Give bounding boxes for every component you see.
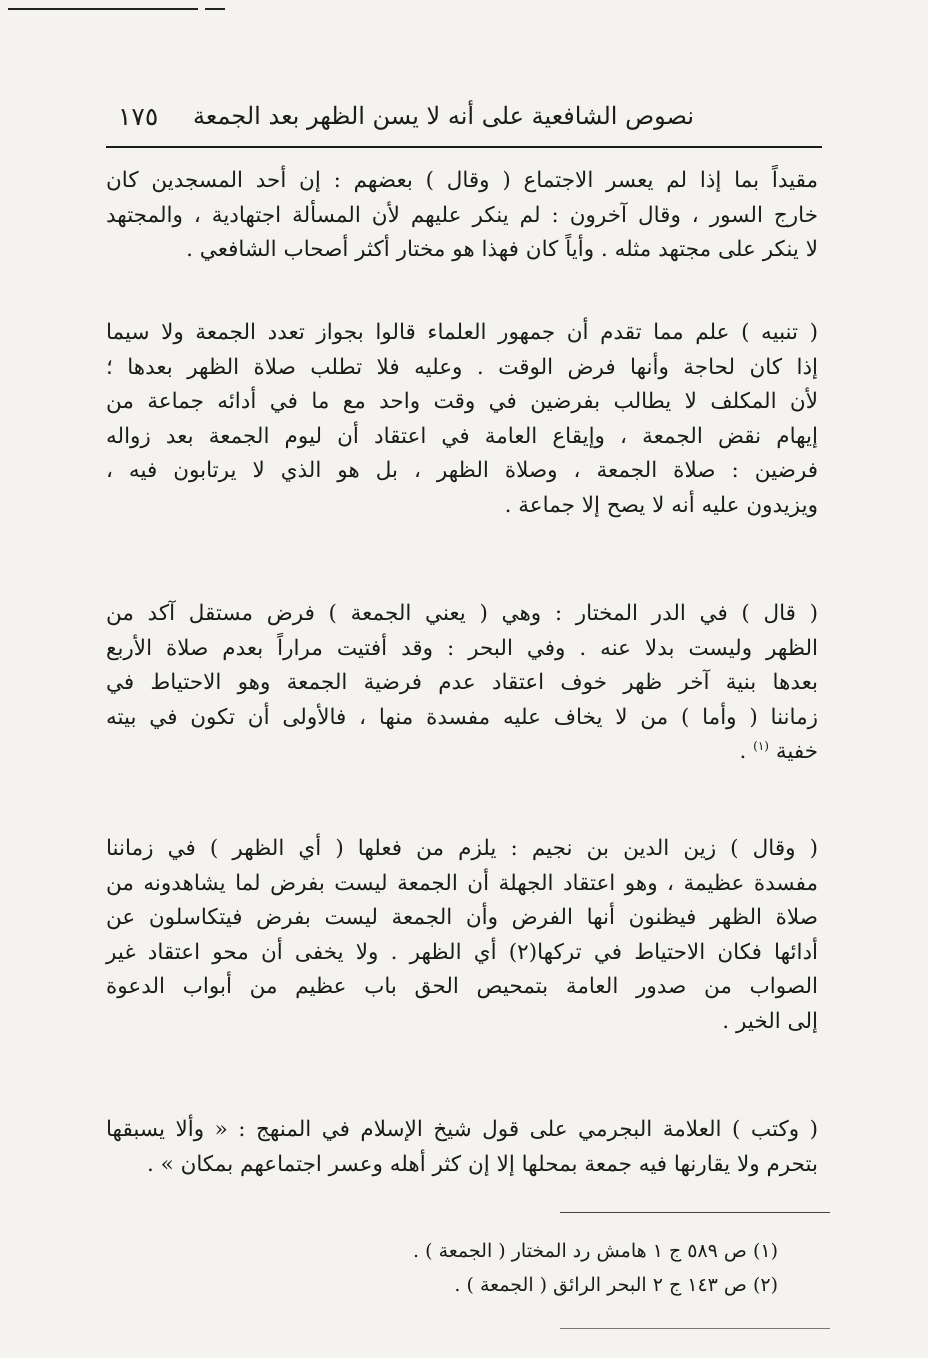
- bottom-rule: [560, 1328, 830, 1329]
- text-line: ( وقال ) زين الدين بن نجيم : يلزم من فعلها ( أي الظهر ) في زماننا: [106, 836, 818, 861]
- footnote-ref: (١): [753, 738, 769, 753]
- text-line: إذا كان لحاجة وأنها فرض الوقت . وعليه فلا تطلب صلاة الظهر بعدها ؛: [106, 354, 818, 380]
- text-line: ( وكتب ) العلامة البجرمي على قول شيخ الإسلام في المنهج : « وألا يسبقها: [106, 1117, 818, 1142]
- text-line: أدائها فكان الاحتياط في تركها(٢) أي الظهر . ولا يخفى أن محو اعتقاد غير: [106, 939, 819, 965]
- text-line: لأن المكلف لا يطالب بفرضين في وقت واحد مع ما في أدائه جماعة من: [106, 389, 818, 414]
- paragraph-2: [106, 316, 818, 523]
- text-line: بتحرم ولا يقارنها فيه جمعة بمحلها إلا إن كثر أهله وعسر اجتماعهم بمكان » .: [146, 1151, 818, 1177]
- text-line: الصواب من صدور العامة بتمحيص الحق باب عظيم من أبواب الدعوة: [106, 974, 818, 999]
- text-line: خارج السور ، وقال آخرون : لم ينكر عليهم لأن المسألة اجتهادية ، والمجتهد: [106, 202, 818, 228]
- text-line: الظهر وليست بدلا عنه . وفي البحر : وقد أفتيت مراراً بعدم صلاة الأربع: [106, 635, 818, 661]
- footnotes: [278, 1234, 778, 1302]
- text-fragment: خفية: [775, 739, 818, 764]
- text-line: ( قال ) في الدر المختار : وهي ( يعني الجمعة ) فرض مستقل آكد من: [106, 601, 819, 626]
- text-line: ( تنبيه ) علم مما تقدم أن جمهور العلماء قالوا بجواز تعدد الجمعة ولا سيما: [106, 320, 818, 345]
- paragraph-1: [106, 164, 818, 268]
- footnote-rule: [560, 1212, 830, 1213]
- header-rule: [106, 146, 822, 148]
- text-line: زماننا ( وأما ) من لا يخاف عليه مفسدة منها ، فالأولى أن تكون في بيته: [106, 704, 818, 730]
- paragraph-4: [106, 832, 818, 1039]
- scan-top-mark-short: [205, 8, 225, 10]
- scan-top-mark: [8, 8, 198, 10]
- text-line: خفية $^{(١)}$ .: [739, 738, 818, 764]
- text-line: إيهام نقض الجمعة ، وإيقاع العامة في اعتقاد أن ليوم الجمعة بعد زواله: [106, 423, 818, 449]
- page-header: [108, 100, 824, 144]
- paragraph-3: [106, 597, 818, 770]
- text-line: مفسدة عظيمة ، وهو اعتقاد الجهلة أن الجمعة ليست بفرض لما يشاهدونه من: [106, 870, 818, 896]
- text-line: بعدها بنية آخر ظهر خوف اعتقاد عدم فرضية الجمعة وهو الاحتياط في: [106, 670, 818, 695]
- page-number: ١٧٥: [118, 102, 159, 131]
- text-line: مقيداً بما إذا لم يعسر الاجتماع ( وقال ) بعضهم : إن أحد المسجدين كان: [106, 168, 818, 193]
- text-line: فرضين : صلاة الجمعة ، وصلاة الظهر ، بل هو الذي لا يرتابون فيه ،: [106, 458, 818, 483]
- running-title: نصوص الشافعية على أنه لا يسن الظهر بعد الجمعة: [193, 102, 694, 130]
- text-line: لا ينكر على مجتهد مثله . وأياً كان فهذا هو مختار أكثر أصحاب الشافعي .: [186, 237, 818, 262]
- text-line: ويزيدون عليه أنه لا يصح إلا جماعة .: [504, 492, 818, 518]
- paragraph-5: [106, 1113, 818, 1182]
- text-line: صلاة الظهر فيظنون أنها الفرض وأن الجمعة ليست بفرض فيتكاسلون عن: [106, 905, 818, 930]
- footnote-1: (١) ص ٥٨٩ ج ١ هامش رد المختار ( الجمعة ) .: [413, 1240, 778, 1262]
- text-line: إلى الخير .: [722, 1008, 818, 1034]
- footnote-2: (٢) ص ١٤٣ ج ٢ البحر الرائق ( الجمعة ) .: [454, 1274, 778, 1296]
